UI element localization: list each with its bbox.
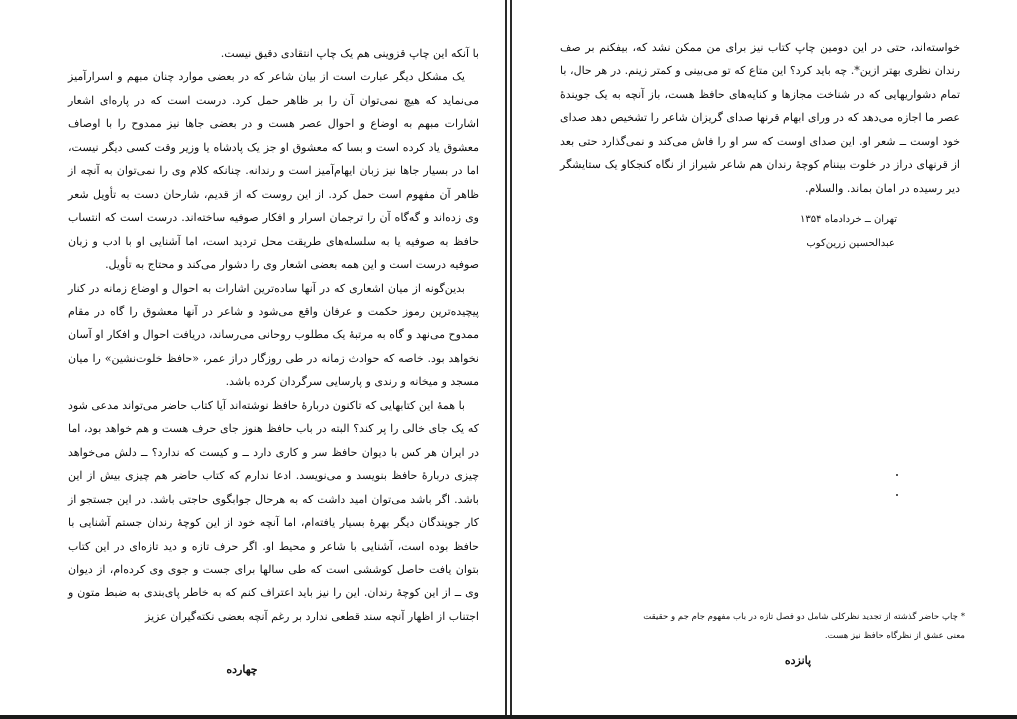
- left-paragraph-3: بدین‌گونه از میان اشعاری که در آنها ساده‌ترین اشارات به احوال و اوضاع زمانه در کنار پیچیده‌ترین رموز حکمت و عرفان واقع می‌شود و شاعر در آنها معشوق را گاه در مقام ممدوح می‌نهد و گاه به مرتبهٔ یک مطلوب روحانی می‌رساند، دریافت احوال و افکار او آسان نخواهد بود. خاصه که حوادث زمانه در طی روزگار دراز عمر، «حافظ خلوت‌نشین» را میان مسجد و میخانه و رندی و پارسایی سرگردان کرده باشد.: [68, 281, 479, 389]
- right-page-number: پانزده: [784, 654, 812, 667]
- footnote: [560, 608, 965, 646]
- scan-specks: [894, 474, 900, 504]
- author-signature: عبدالحسین زرین‌کوب: [806, 238, 895, 249]
- bottom-edge: [0, 715, 1017, 719]
- right-page: [512, 0, 1017, 719]
- right-page-body: [560, 36, 960, 200]
- left-page-number: چهارده: [226, 663, 258, 676]
- right-paragraph-1: خواسته‌اند، حتی در این دومین چاپ کتاب نیز برای من ممکن نشد که، بیفکنم بر صف رندان نظری بهتر ازین*. چه باید کرد؟ این متاع که تو می‌بینی و کمتر زینم. در هر حال، با تمام دشواریهایی که در شناخت مجازها و کنایه‌های حافظ هست، باز آنچه به یک جویندهٔ عصر ما اجازه می‌دهد که در ورای ابهام قرنها صدای گریزان شاعر را تشخیص دهد صدای خود اوست ــ شعر او. این صدای اوست که سر او را فاش می‌کند و نمی‌گذارد حتی بعد از قرنهای دراز در خلوت بیننام کوچهٔ رندان هم شاعر شیراز از نگاه کنجکاو یک ستایشگر دیر رسیده در امان بماند. والسلام.: [560, 41, 960, 195]
- left-paragraph-2: یک مشکل دیگر عبارت است از بیان شاعر که در بعضی موارد چنان مبهم و اسرارآمیز می‌نماید که هیچ نمی‌توان آن را بر ظاهر حمل کرد. درست است که در پاره‌ای اشعار اشارات مبهم به اوضاع و احوال عصر هست و در بعضی جاها نیز ممدوح را با اوصاف معشوق یاد کرده است و بسا که معشوق او جز یک پادشاه یا وزیر وقت کسی دیگر نیست، اما در بسیار جاها نیز زبان ایهام‌آمیز است و رندانه. چنانکه کلام وی را نمی‌توان به آنچه از ظاهر آن مفهوم است حمل کرد. از این روست که از قدیم، شارحان دست به تأویل شعر وی زده‌اند و گه‌گاه آن را ترجمان اسرار و افکار صوفیه ساخته‌اند. درست است که انتساب حافظ به صوفیه یا به سلسله‌های طریقت محل تردید است، اما آشنایی او با ادب و زبان صوفیه درست است و این همه بعضی اشعار وی را دشوار می‌کند و محتاج به تأویل.: [68, 70, 479, 272]
- footnote-line-2: معنی عشق از نظرگاه حافظ نیز هست.: [824, 631, 965, 641]
- left-page-body: [68, 42, 479, 628]
- left-page: [0, 0, 505, 719]
- left-paragraph-4: با همهٔ این کتابهایی که تاکنون دربارهٔ حافظ نوشته‌اند آیا کتاب حاضر می‌تواند مدعی شود که یک جای خالی را پر کند؟ البته در باب حافظ هنوز جای حرف هست و هم خواهد بود، اما در ایران هر کس با دیوان حافظ سر و کاری دارد ــ و کیست که ندارد؟ ــ دلش می‌خواهد چیزی دربارهٔ حافظ بنویسد و می‌نویسد. ادعا ندارم که کتاب حاضر هم چیزی بیش از این باشد. اگر باشد می‌توان امید داشت که به هرحال جوابگوی حاجتی باشد. در این جستجو از کار جویندگان دیگر بهرهٔ بسیار یافته‌ام، اما آنچه خود از این کوچهٔ رندان جستم آشنایی با حافظ بوده است، آشنایی با شاعر و محیط او. اگر حرف تازه و دید تازه‌ای در این کتاب بتوان یافت حاصل کوششی است که طی سالها برای جست و جوی وی کرده‌ام، از دیوان وی ــ از این کوچهٔ رندان. این را نیز باید اعتراف کنم که به خاطر پای‌بندی به ضبط متون و اجتناب از اظهار آنچه سند قطعی ندارد بر رغم آنچه بعضی نکته‌گیران عزیز: [68, 398, 479, 623]
- book-spine: [505, 0, 512, 719]
- footnote-line-1: * چاپ حاضر گذشته از تجدید نظرکلی شامل دو فصل تازه در باب مفهوم جام جم و حقیقت: [643, 612, 965, 622]
- left-paragraph-1: با آنکه این چاپ قزوینی هم یک چاپ انتقادی دقیق نیست.: [220, 47, 479, 60]
- place-date: تهران ــ خردادماه ۱۳۵۴: [800, 214, 897, 225]
